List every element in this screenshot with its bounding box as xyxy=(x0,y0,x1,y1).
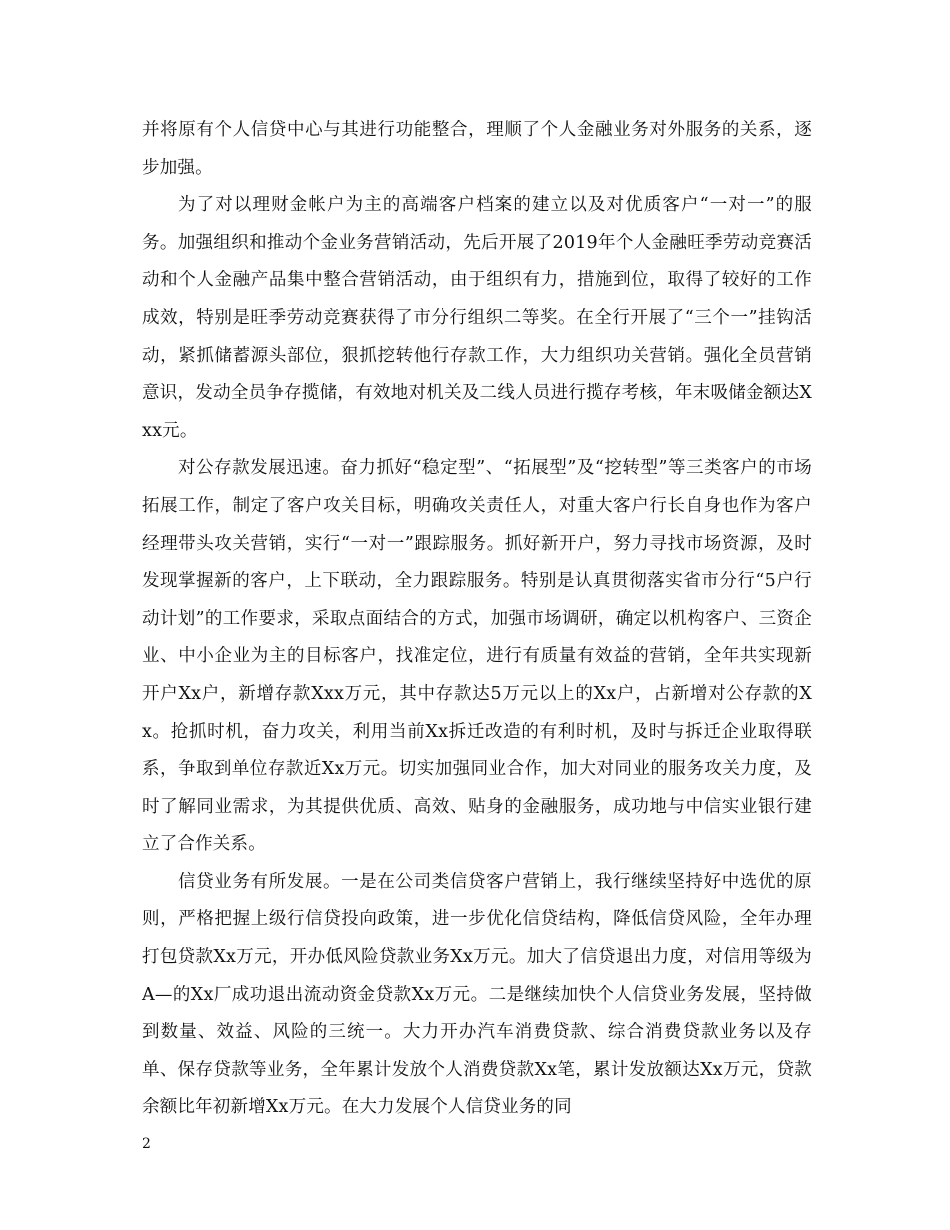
paragraph-2: 为了对以理财金帐户为主的高端客户档案的建立以及对优质客户“一对一”的服务。加强组织和推动个金业务营销活动，先后开展了2019年个人金融旺季劳动竞赛活动和个人金融产品集中整合营销活动，由于组织有力，措施到位，取得了较好的工作成效，特别是旺季劳动竞赛获得了市分行组织二等奖。在全行开展了“三个一”挂钩活动，紧抓储蓄源头部位，狠抓挖转他行存款工作，大力组织功关营销。强化全员营销意识，发动全员争存揽储，有效地对机关及二线人员进行揽存考核，年末吸储金额达Xxx元。 xyxy=(142,195,812,441)
paragraph-4: 信贷业务有所发展。一是在公司类信贷客户营销上，我行继续坚持好中选优的原则，严格把握上级行信贷投向政策，进一步优化信贷结构，降低信贷风险，全年办理打包贷款Xx万元，开办低风险贷款业务Xx万元。加大了信贷退出力度，对信用等级为A—的Xx厂成功退出流动资金贷款Xx万元。二是继续加快个人信贷业务发展，坚持做到数量、效益、风险的三统一。大力开办汽车消费贷款、综合消费贷款业务以及存单、保存贷款等业务，全年累计发放个人消费贷款Xx笔，累计发放额达Xx万元，贷款余额比年初新增Xx万元。在大力发展个人信贷业务的同 xyxy=(142,871,812,1118)
paragraph-1: 并将原有个人信贷中心与其进行功能整合，理顺了个人金融业务对外服务的关系，逐步加强。 xyxy=(142,120,812,178)
document-body xyxy=(142,112,812,1127)
paragraph-3: 对公存款发展迅速。奋力抓好“稳定型”、“拓展型”及“挖转型”等三类客户的市场拓展工作，制定了客户攻关目标，明确攻关责任人，对重大客户行长自身也作为客户经理带头攻关营销，实行“一对一”跟踪服务。抓好新开户，努力寻找市场资源，及时发现掌握新的客户，上下联动，全力跟踪服务。特别是认真贯彻落实省市分行“5户行动计划”的工作要求，采取点面结合的方式，加强市场调研，确定以机构客户、三资企业、中小企业为主的目标客户，找准定位，进行有质量有效益的营销，全年共实现新开户Xx户，新增存款Xxx万元，其中存款达5万元以上的Xx户，占新增对公存款的Xx。抢抓时机，奋力攻关，利用当前Xx拆迁改造的有利时机，及时与拆迁企业取得联系，争取到单位存款近Xx万元。切实加强同业合作，加大对同业的服务攻关力度，及时了解同业需求，为其提供优质、高效、贴身的金融服务，成功地与中信实业银行建立了合作关系。 xyxy=(142,458,812,855)
page-number: 2 xyxy=(142,1136,151,1152)
